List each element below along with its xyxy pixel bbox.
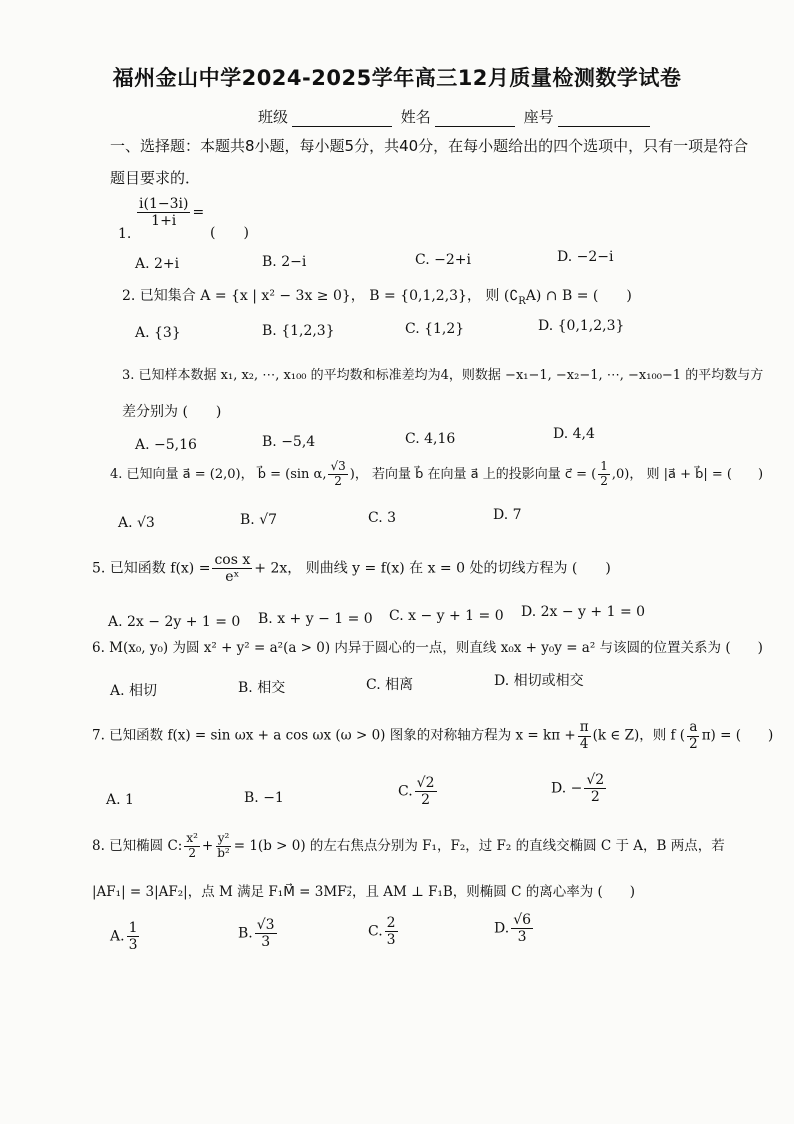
q6-option-c[interactable]: C. 相离 xyxy=(366,677,414,693)
class-blank[interactable] xyxy=(292,112,392,127)
q8-option-d[interactable]: D. $\frac{√6}{3}$ xyxy=(494,912,532,946)
q1-option-c[interactable]: C. −2+i xyxy=(415,252,471,268)
q8-option-b[interactable]: B. $\frac{√3}{3}$ xyxy=(238,917,275,951)
q5-option-c[interactable]: C. x − y + 1 = 0 xyxy=(389,608,504,624)
q3-stem-line1: 3. 已知样本数据 x₁, x₂, ⋯, x₁₀₀ 的平均数和标准差均为4，则数据 −x₁−1, −x₂−1, ⋯, −x₁₀₀−1 的平均数与方 xyxy=(122,368,764,383)
q6-option-b[interactable]: B. 相交 xyxy=(238,680,286,696)
q7-option-c[interactable]: C. $\frac{√2}{2}$ xyxy=(398,775,435,809)
seat-blank[interactable] xyxy=(558,112,650,127)
q8-stem-line1: 8. 已知椭圆 C: $\frac{\text{x²}}{2}$ + $\frac{\text{y²}}{\text{b²}}$ = 1(b > 0) 的左右焦点分别为 F₁，F₂，过 F₂ 的直线交椭圆 C 于 A，B 两点，若 xyxy=(92,831,725,860)
q7-stem: 7. 已知函数 f(x) = sin ωx + a cos ωx (ω > 0) 图象的对称轴方程为 x = kπ + $\frac{\pi}{4}$ (k ∈ Z)，则 f ( $\frac{a}{2}$ π) = ( ) xyxy=(92,719,774,752)
q4-option-d[interactable]: D. 7 xyxy=(493,507,522,523)
q1-expression: $\frac{i(1-3i)}{1+i}$ = xyxy=(139,196,205,230)
q3-option-d[interactable]: D. 4,4 xyxy=(553,426,595,442)
q2-option-b[interactable]: B. {1,2,3} xyxy=(262,323,335,339)
q5-option-b[interactable]: B. x + y − 1 = 0 xyxy=(258,611,373,627)
q4-option-c[interactable]: C. 3 xyxy=(368,510,397,526)
name-label: 姓名 xyxy=(400,108,431,126)
q1-fraction: $\frac{i(1-3i)}{1+i}$ xyxy=(139,196,189,230)
q2-option-c[interactable]: C. {1,2} xyxy=(405,321,465,337)
name-blank[interactable] xyxy=(435,112,515,127)
q2-stem: 2. 已知集合 A = {x | x² − 3x ≥ 0}， B = {0,1,2,3}， 则 $(∁_RA)$ ∩ B = ( ) xyxy=(122,288,632,307)
q4-option-b[interactable]: B. √7 xyxy=(240,512,278,528)
q7-option-b[interactable]: B. −1 xyxy=(244,790,284,806)
q1-option-d[interactable]: D. −2−i xyxy=(557,249,614,265)
q4-option-a[interactable]: A. √3 xyxy=(118,515,155,531)
q6-option-d[interactable]: D. 相切或相交 xyxy=(494,673,584,689)
q2-option-d[interactable]: D. {0,1,2,3} xyxy=(538,318,625,334)
q7-option-d[interactable]: D. − $\frac{√2}{2}$ xyxy=(551,772,605,806)
exam-title: 福州金山中学2024-2025学年高三12月质量检测数学试卷 xyxy=(112,66,682,90)
q7-option-a[interactable]: A. 1 xyxy=(106,792,134,808)
q8-stem-line2: |AF₁| = 3|AF₂|，点 M 满足 F₁M⃗ = 3MF₂⃗，且 AM ⊥ F₁B，则椭圆 C 的离心率为 ( ) xyxy=(92,884,636,900)
q8-option-a[interactable]: A. $\frac{1}{3}$ xyxy=(110,920,138,954)
q1-option-b[interactable]: B. 2−i xyxy=(262,254,307,270)
q5-option-d[interactable]: D. 2x − y + 1 = 0 xyxy=(521,604,646,620)
section-heading: 一、选择题：本题共8小题，每小题5分，共40分，在每小题给出的四个选项中，只有一项是符合题目要求的． xyxy=(110,137,749,187)
q1-option-a[interactable]: A. 2+i xyxy=(135,256,180,272)
q4-stem: 4. 已知向量 a⃗ = (2,0)， b⃗ = (sin α, $\frac{√3}{2}$ )， 若向量 b⃗ 在向量 a⃗ 上的投影向量 c⃗ = ( $\frac{1}{2}$ ,0)， 则 |a⃗ + b⃗| = ( ) xyxy=(110,459,764,488)
q2-option-a[interactable]: A. {3} xyxy=(135,325,181,341)
q8-option-c[interactable]: C. $\frac{2}{3}$ xyxy=(368,915,396,949)
q5-option-a[interactable]: A. 2x − 2y + 1 = 0 xyxy=(108,614,241,630)
q6-option-a[interactable]: A. 相切 xyxy=(110,683,158,699)
q3-option-a[interactable]: A. −5,16 xyxy=(135,437,197,453)
q1-number: 1. xyxy=(118,226,132,242)
class-label: 班级 xyxy=(258,108,289,126)
q3-option-b[interactable]: B. −5,4 xyxy=(262,434,316,450)
q5-stem: 5. 已知函数 f(x) = $\frac{\text{cos x}}{\text{eˣ}}$ + 2x， 则曲线 y = f(x) 在 x = 0 处的切线方程为 ( ) xyxy=(92,552,611,586)
q3-option-c[interactable]: C. 4,16 xyxy=(405,431,456,447)
q3-stem-line2: 差分别为 ( ) xyxy=(122,404,222,420)
student-info-fields xyxy=(258,106,654,127)
q6-stem: 6. M(x₀, y₀) 为圆 x² + y² = a²(a > 0) 内异于圆心的一点，则直线 x₀x + y₀y = a² 与该圆的位置关系为 ( ) xyxy=(92,640,763,656)
seat-label: 座号 xyxy=(523,108,554,126)
q1-answer-paren: ( ) xyxy=(210,225,249,241)
